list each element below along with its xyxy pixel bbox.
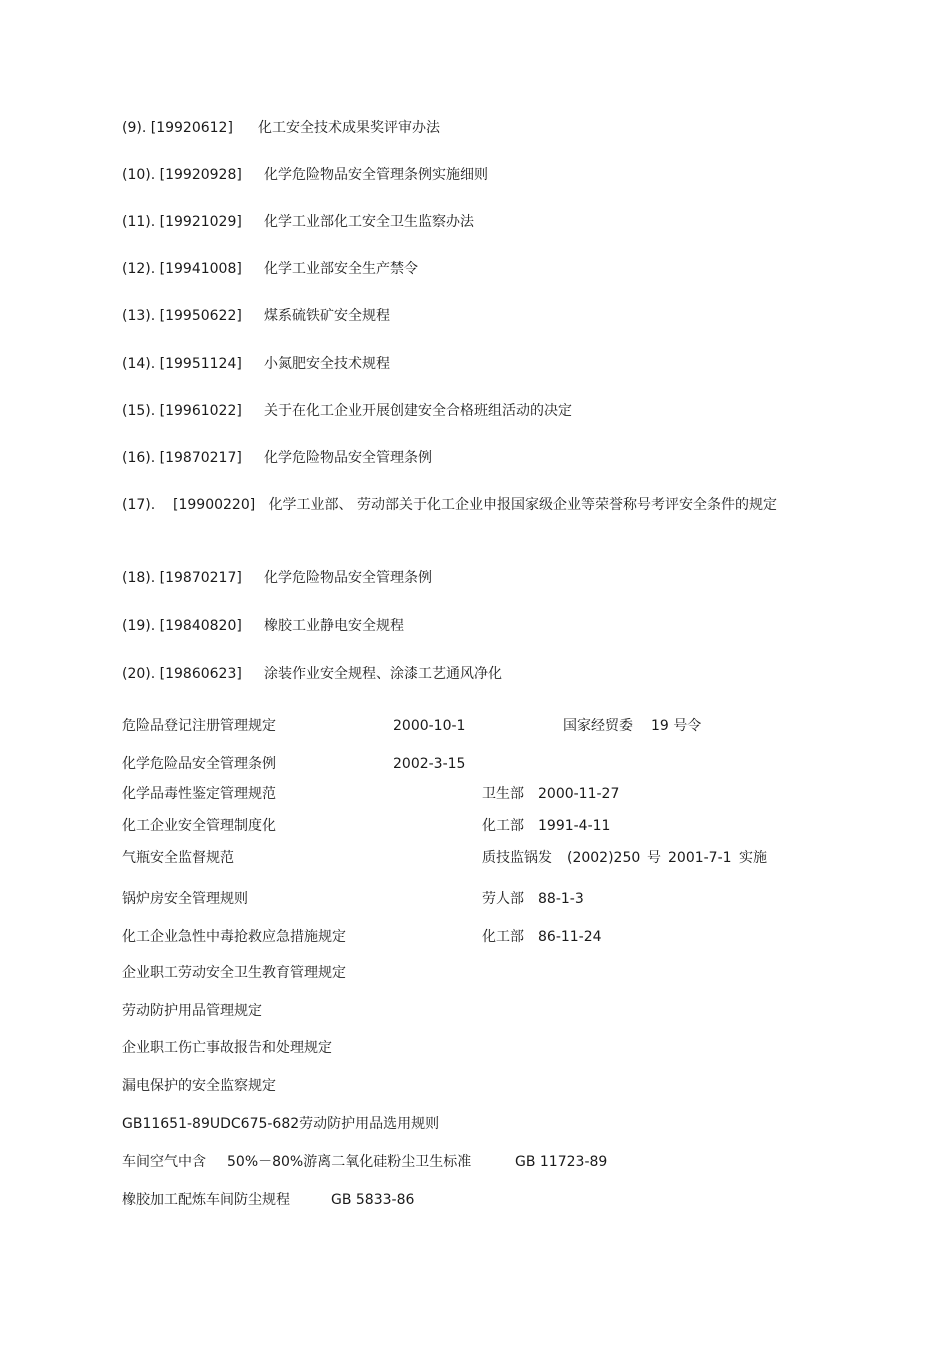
item-title: 化学危险物品安全管理条例 — [264, 450, 432, 466]
regulation-date: 1991-4-11 — [538, 818, 611, 834]
item-title: 小氮肥安全技术规程 — [264, 356, 390, 372]
item-number: (18). [19870217] — [122, 570, 242, 586]
numbered-item — [122, 307, 390, 325]
regulation-date: 2000-11-27 — [538, 786, 620, 802]
regulation-name: 化工企业急性中毒抢救应急措施规定 — [122, 929, 346, 945]
regulation-issuer: 劳人部 — [482, 891, 524, 907]
regulation-name: 锅炉房安全管理规则 — [122, 891, 248, 907]
regulation-name: 车间空气中含 — [122, 1154, 206, 1170]
item-title: 化学工业部化工安全卫生监察办法 — [264, 214, 474, 230]
item-title: 化工安全技术成果奖评审办法 — [258, 120, 440, 136]
regulation-name: 气瓶安全监督规范 — [122, 850, 234, 866]
regulation-date: 88-1-3 — [538, 891, 584, 907]
item-number: (11). [19921029] — [122, 214, 242, 230]
regulation-name: 化工企业安全管理制度化 — [122, 818, 276, 834]
regulation-doc: (2002)250 — [567, 850, 641, 866]
regulation-issuer: 国家经贸委 — [563, 718, 633, 734]
item-title: 关于在化工企业开展创建安全合格班组活动的决定 — [264, 403, 572, 419]
numbered-item — [122, 617, 404, 635]
regulation-code: GB 5833-86 — [331, 1192, 415, 1208]
item-title: 煤系硫铁矿安全规程 — [264, 308, 390, 324]
regulation-note: 实施 — [739, 850, 767, 866]
item-title: 化学危险物品安全管理条例 — [264, 570, 432, 586]
item-number: (10). [19920928] — [122, 167, 242, 183]
numbered-item — [122, 166, 488, 184]
numbered-item — [122, 260, 418, 278]
item-title: 橡胶工业静电安全规程 — [264, 618, 404, 634]
regulation-name: 化学危险品安全管理条例 — [122, 756, 276, 772]
item-number: (9). [19920612] — [122, 120, 233, 136]
item-title: 化学危险物品安全管理条例实施细则 — [264, 167, 488, 183]
item-date: [19900220] — [173, 497, 256, 513]
regulation-issuer: 卫生部 — [482, 786, 524, 802]
item-title: 涂装作业安全规程、涂漆工艺通风净化 — [264, 666, 502, 682]
regulation-date: 2001-7-1 — [668, 850, 732, 866]
numbered-item-wrapped — [122, 493, 802, 517]
item-number: (16). [19870217] — [122, 450, 242, 466]
numbered-item — [122, 665, 502, 683]
regulation-name: 劳动防护用品管理规定 — [122, 1003, 262, 1019]
item-number: (15). [19961022] — [122, 403, 242, 419]
regulation-mid: 50%－80%游离二氧化硅粉尘卫生标准 — [227, 1154, 472, 1170]
regulation-issuer: 质技监锅发 — [482, 850, 552, 866]
regulation-issuer: 化工部 — [482, 929, 524, 945]
item-number: (17). — [122, 497, 156, 513]
item-title: 化学工业部安全生产禁令 — [264, 261, 418, 277]
item-number: (13). [19950622] — [122, 308, 242, 324]
numbered-item — [122, 569, 432, 587]
item-number: (12). [19941008] — [122, 261, 242, 277]
regulation-date: 86-11-24 — [538, 929, 602, 945]
numbered-item — [122, 119, 440, 137]
regulation-name: GB11651-89UDC675-682劳动防护用品选用规则 — [122, 1116, 440, 1132]
item-number: (14). [19951124] — [122, 356, 242, 372]
regulation-name: 企业职工伤亡事故报告和处理规定 — [122, 1040, 332, 1056]
numbered-item — [122, 355, 390, 373]
regulation-code: GB 11723-89 — [515, 1154, 608, 1170]
regulation-name: 危险品登记注册管理规定 — [122, 718, 276, 734]
item-number: (20). [19860623] — [122, 666, 242, 682]
regulation-extra: 19 号令 — [651, 718, 702, 734]
item-number: (19). [19840820] — [122, 618, 242, 634]
regulation-name: 漏电保护的安全监察规定 — [122, 1078, 276, 1094]
regulation-name: 企业职工劳动安全卫生教育管理规定 — [122, 965, 346, 981]
regulation-name: 化学品毒性鉴定管理规范 — [122, 786, 276, 802]
regulation-name: 橡胶加工配炼车间防尘规程 — [122, 1192, 290, 1208]
regulation-date: 2002-3-15 — [393, 756, 466, 772]
numbered-item — [122, 213, 474, 231]
regulation-issuer: 化工部 — [482, 818, 524, 834]
numbered-item — [122, 402, 572, 420]
item-title: 化学工业部、 劳动部关于化工企业申报国家级企业等荣誉称号考评安全条件的规定 — [268, 497, 778, 513]
regulation-hao: 号 — [647, 850, 661, 866]
regulation-date: 2000-10-1 — [393, 718, 466, 734]
numbered-item — [122, 449, 432, 467]
